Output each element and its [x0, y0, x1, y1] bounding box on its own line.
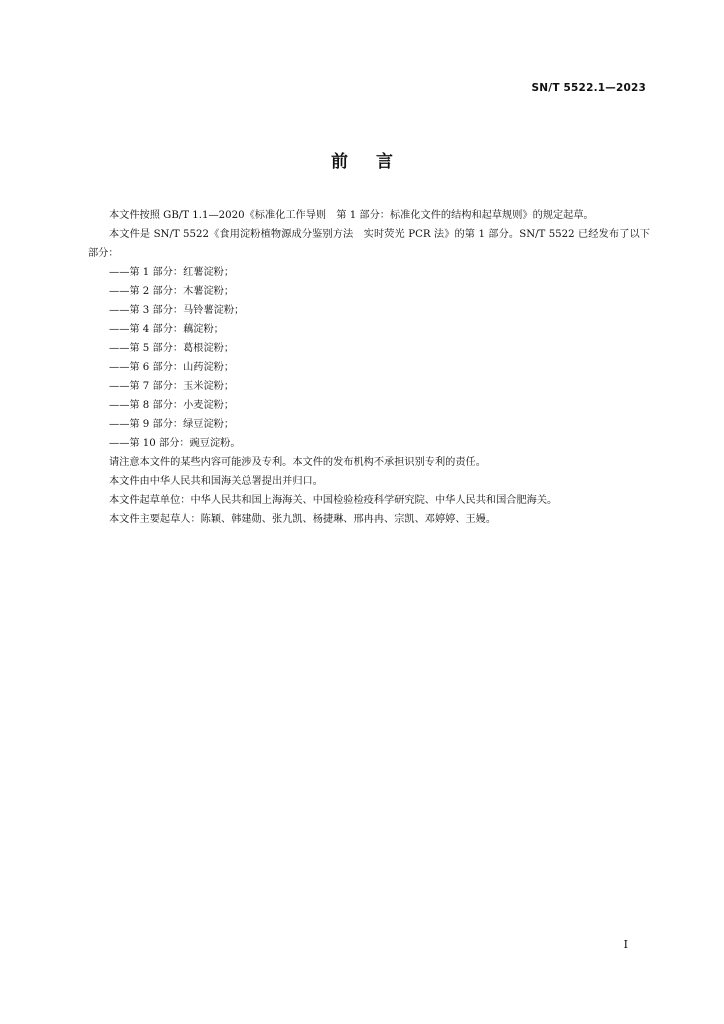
list-item: ——第 9 部分：绿豆淀粉；: [109, 419, 235, 430]
paragraph-drafting-rules: 本文件按照 GB/T 1.1—2020《标准化工作导则 第 1 部分：标准化文件的结构和起草规则》的规定起草。: [109, 210, 594, 221]
foreword-body: [88, 206, 650, 529]
list-item: ——第 4 部分：藕淀粉；: [109, 324, 224, 335]
list-item: ——第 7 部分：玉米淀粉；: [109, 381, 235, 392]
paragraph-drafters: 本文件主要起草人：陈颖、韩建勋、张九凯、杨捷琳、邢冉冉、宗凯、邓婷婷、王嫚。: [109, 514, 497, 525]
list-item: ——第 3 部分：马铃薯淀粉；: [109, 305, 245, 316]
list-item: ——第 10 部分：豌豆淀粉。: [109, 438, 241, 449]
list-item: ——第 8 部分：小麦淀粉；: [109, 400, 235, 411]
list-item: ——第 5 部分：葛根淀粉；: [109, 343, 235, 354]
list-item: ——第 2 部分：木薯淀粉；: [109, 286, 235, 297]
page-number: I: [623, 938, 628, 951]
page-title: 前言: [331, 152, 421, 172]
paragraph-drafting-units: 本文件起草单位：中华人民共和国上海海关、中国检验检疫科学研究院、中华人民共和国合肥海关。: [109, 495, 558, 506]
paragraph-series-intro: 本文件是 SN/T 5522《食用淀粉植物源成分鉴别方法 实时荧光 PCR 法》的第 1 部分。SN/T 5522 已经发布了以下部分：: [88, 229, 650, 259]
paragraph-patent-notice: 请注意本文件的某些内容可能涉及专利。本文件的发布机构不承担识别专利的责任。: [109, 457, 486, 468]
list-item: ——第 6 部分：山药淀粉；: [109, 362, 235, 373]
document-code: SN/T 5522.1—2023: [531, 82, 646, 94]
parts-list: [88, 263, 650, 453]
paragraph-proposer: 本文件由中华人民共和国海关总署提出并归口。: [109, 476, 323, 487]
list-item: ——第 1 部分：红薯淀粉；: [109, 267, 235, 278]
